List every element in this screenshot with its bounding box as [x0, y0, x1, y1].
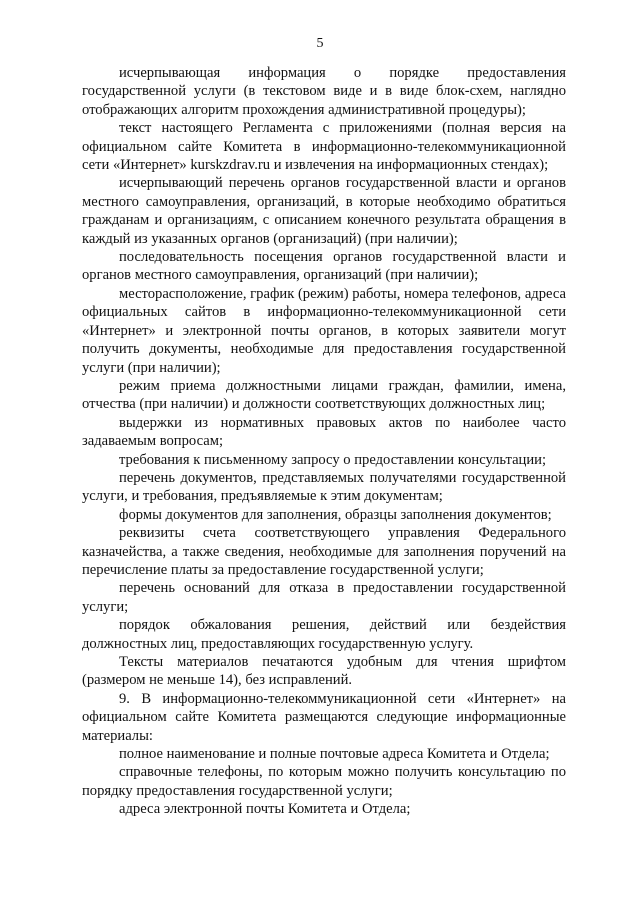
- paragraph: выдержки из нормативных правовых актов по наиболее часто задаваемым вопросам;: [82, 414, 566, 450]
- paragraph: требования к письменному запросу о предоставлении консультации;: [119, 451, 547, 468]
- paragraph: исчерпывающий перечень органов государственной власти и органов местного самоуправления, организаций, в которые необходимо обратиться гражданам и организациям, с описанием конечного результата обращения в каждый из указанных органов (организаций) (при наличии);: [82, 175, 566, 247]
- paragraph: последовательность посещения органов государственной власти и органов местного самоуправления, организаций (при наличии);: [82, 249, 566, 284]
- paragraph: исчерпывающая информация о порядке предоставления государственной услуги (в текстовом виде и в виде блок-схем, наглядно отображающих алгоритм прохождения административной процедуры);: [82, 65, 566, 118]
- paragraph: полное наименование и полные почтовые адреса Комитета и Отдела;: [119, 746, 550, 763]
- paragraph: справочные телефоны, по которым можно получить консультацию по порядку предоставления государственной услуги;: [82, 764, 566, 799]
- paragraph: адреса электронной почты Комитета и Отдела;: [119, 801, 411, 818]
- paragraph: формы документов для заполнения, образцы заполнения документов;: [119, 506, 552, 523]
- paragraph: 9. В информационно-телекоммуникационной сети «Интернет» на официальном сайте Комитета размещаются следующие информационные материалы:: [82, 690, 566, 744]
- paragraph: реквизиты счета соответствующего управления Федерального казначейства, а также сведения, необходимые для заполнения поручений на перечисление платы за предоставление государственной услуги;: [82, 525, 566, 578]
- paragraph: перечень документов, представляемых получателями государственной услуги, и требования, предъявляемые к этим документам;: [82, 469, 566, 505]
- page-number: 5: [316, 36, 324, 51]
- paragraph: порядок обжалования решения, действий или бездействия должностных лиц, предоставляющих государственную услугу.: [82, 617, 566, 652]
- paragraph: режим приема должностными лицами граждан, фамилии, имена, отчества (при наличии) и должности соответствующих должностных лиц;: [82, 377, 566, 413]
- paragraph: текст настоящего Регламента с приложениями (полная версия на официальном сайте Комитета в информационно-телекоммуникационной сети «Интернет» kurskzdrav.ru и извлечения на информационных стендах);: [82, 120, 566, 174]
- paragraph: Тексты материалов печатаются удобным для чтения шрифтом (размером не меньше 14), без исправлений.: [82, 654, 566, 689]
- document-body: [82, 64, 566, 819]
- paragraph: месторасположение, график (режим) работы, номера телефонов, адреса официальных сайтов в информационно-телекоммуникационной сети «Интернет» и электронной почты органов, в которых заявители могут получить документы, необходимые для предоставления государственной услуги (при наличии);: [82, 285, 566, 376]
- paragraph: перечень оснований для отказа в предоставлении государственной услуги;: [82, 580, 566, 615]
